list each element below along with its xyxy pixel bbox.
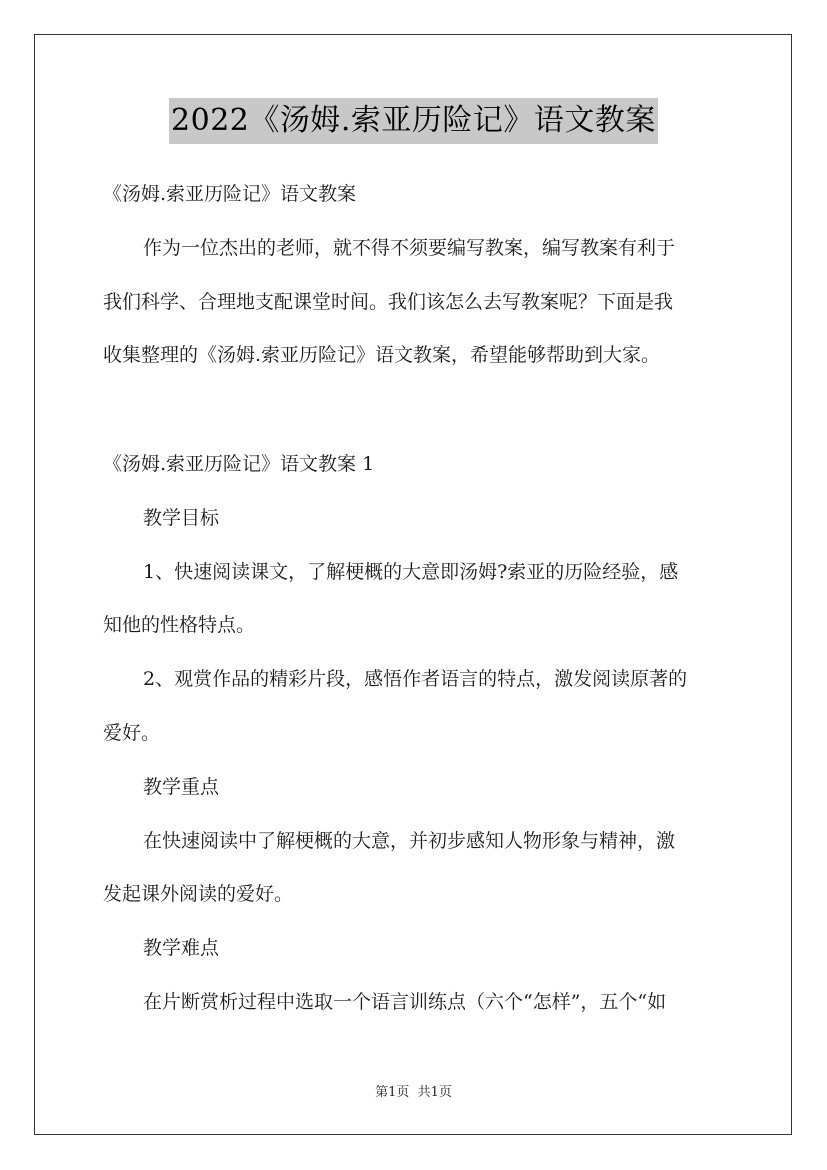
intro-line-2: 我们科学、合理地支配课堂时间。我们该怎么去写教案呢？下面是我 xyxy=(103,291,674,313)
intro-line-1: 作为一位杰出的老师，就不得不须要编写教案，编写教案有利于 xyxy=(143,237,676,259)
difficulties-line-1: 在片断赏析过程中选取一个语言训练点（六个“怎样”，五个“如 xyxy=(143,991,667,1013)
document-subtitle: 《汤姆.索亚历险记》语文教案 xyxy=(103,183,357,205)
goals-heading: 教学目标 xyxy=(143,507,220,529)
intro-line-3: 收集整理的《汤姆.索亚历险记》语文教案，希望能够帮助到大家。 xyxy=(103,344,661,366)
section-heading: 《汤姆.索亚历险记》语文教案 1 xyxy=(103,453,375,475)
key-points-line-2: 发起课外阅读的爱好。 xyxy=(103,883,294,905)
goal-1-line-2: 知他的性格特点。 xyxy=(103,614,256,636)
page-footer: 第1页 共1页 xyxy=(375,1085,452,1100)
title-container xyxy=(0,98,827,144)
goal-2-line-1: 2、观赏作品的精彩片段，感悟作者语言的特点，激发阅读原著的 xyxy=(143,668,688,690)
key-points-line-1: 在快速阅读中了解梗概的大意，并初步感知人物形象与精神，激 xyxy=(143,830,676,852)
difficulties-heading: 教学难点 xyxy=(143,937,220,959)
goal-1-line-1: 1、快速阅读课文，了解梗概的大意即汤姆?索亚的历险经验，感 xyxy=(143,561,679,583)
goal-2-line-2: 爱好。 xyxy=(103,722,161,744)
document-title: 2022《汤姆.索亚历险记》语文教案 xyxy=(169,98,658,144)
key-points-heading: 教学重点 xyxy=(143,776,220,798)
